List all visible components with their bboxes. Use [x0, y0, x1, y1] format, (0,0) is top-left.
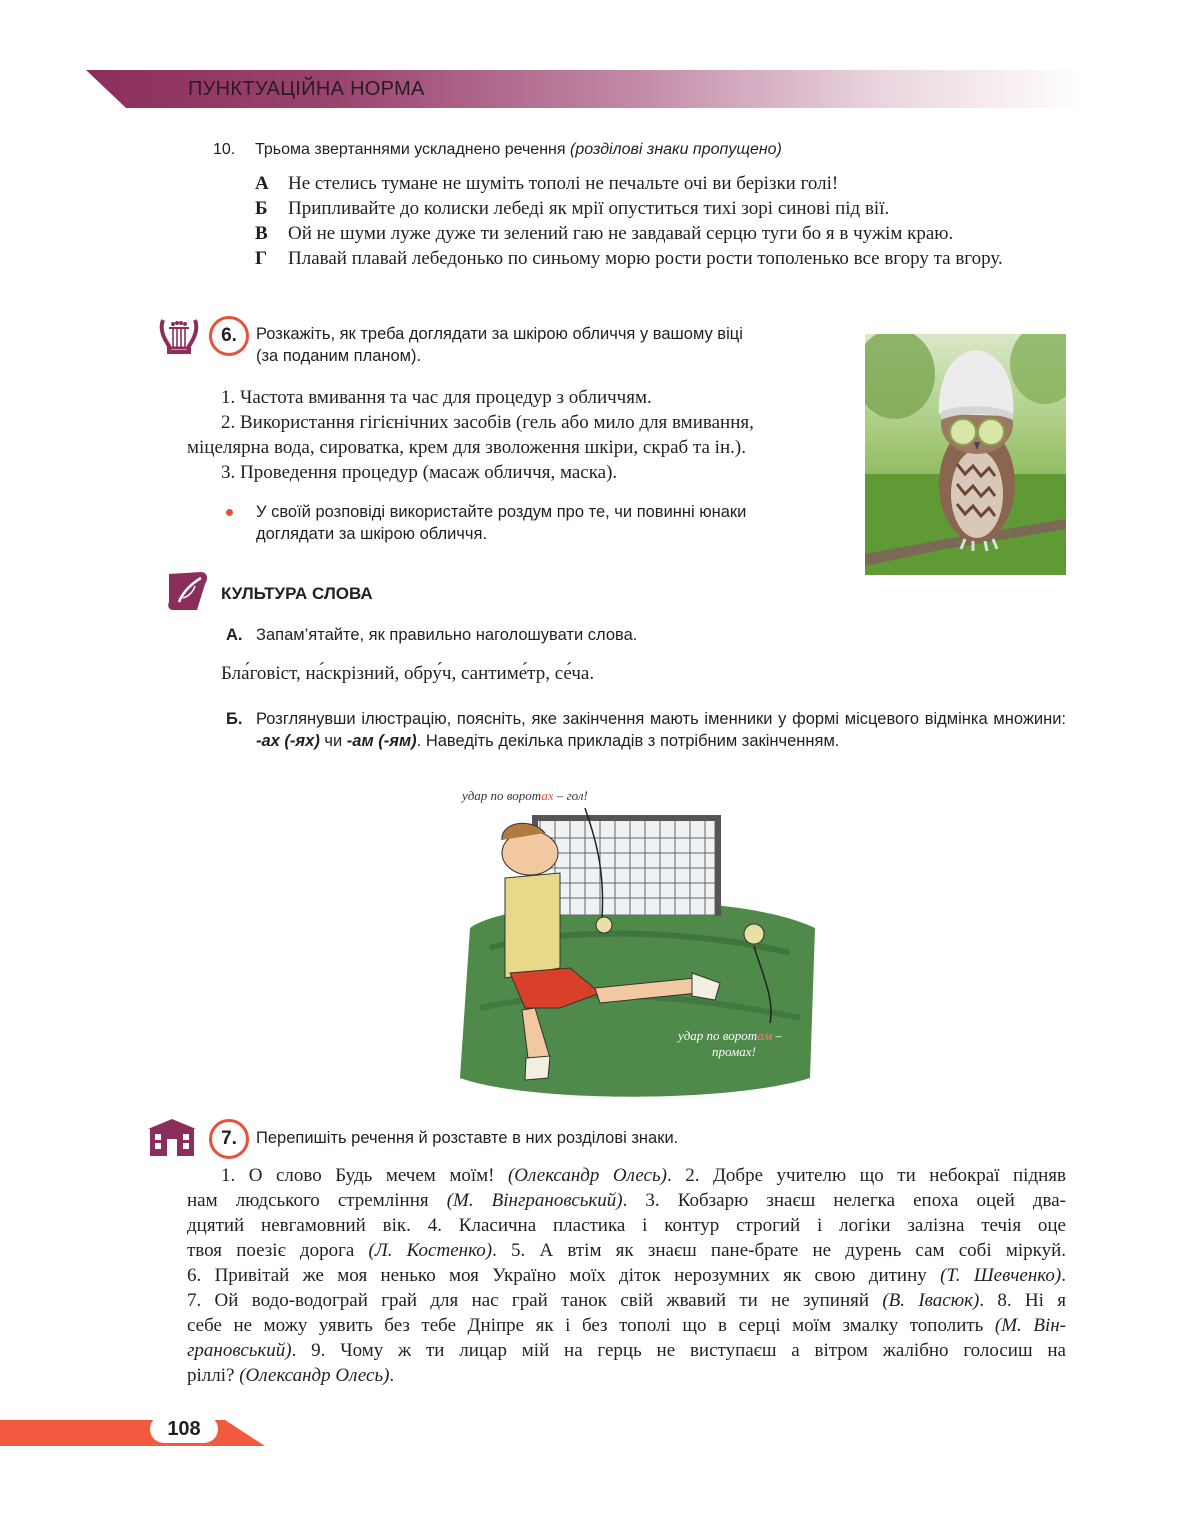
caption-bottom-post: –: [772, 1028, 782, 1043]
citation: (Л. Костенко): [368, 1240, 493, 1261]
option-text: Ой не шуми луже дуже ти зелений гаю не завдавай серцю туги бо я в чужім краю.: [288, 223, 954, 244]
sentence-text: . 3. Кобзарю знаєш нелегка епоха оцей два-: [622, 1190, 1066, 1211]
task-6-bullet-line2: доглядати за шкірою обличчя.: [256, 525, 488, 543]
plan-item-2-cont: міцелярна вода, сироватка, крем для зволоження шкіри, скраб та ін.).: [187, 437, 746, 458]
svg-text:удар по воротам –: [676, 1028, 782, 1043]
sentence-text: 1. О слово Будь мечем моїм!: [221, 1165, 508, 1186]
option-text: Не стелись тумане не шуміть тополі не печальте очі ви берізки голі!: [288, 173, 839, 194]
sentence-text: 6. Привітай же моя ненько моя Україно моїх діток нерозумних як свою дитину: [187, 1265, 941, 1286]
citation: (М. Він-: [994, 1315, 1066, 1336]
sentence-text: ріллі?: [187, 1365, 240, 1386]
citation: (Т. Шевченко): [940, 1265, 1062, 1286]
question-number: 10.: [213, 141, 236, 158]
sentence-text: дцятий невгамовний вік. 4. Класична пластика і контур строгий і логіки залізна течія оце: [187, 1215, 1066, 1236]
task-7-number: 7.: [209, 1119, 249, 1159]
caption-bottom-line2: промах!: [712, 1044, 756, 1059]
task-7-line: [187, 1338, 1066, 1363]
sentence-text: себе не можу уявить без тебе Дніпре як і без тополі що в серці моїм змалку тополить: [187, 1315, 995, 1336]
option-letter: Г: [255, 248, 268, 269]
caption-top-accent: ах: [541, 788, 554, 803]
option-letter: В: [255, 223, 268, 244]
sentence-text: твоя поезіє дорога: [187, 1240, 369, 1261]
house-icon: [146, 1117, 198, 1157]
task-6-number: 6.: [209, 316, 249, 356]
task-7-line: [187, 1238, 1066, 1263]
caption-top-post: – гол!: [553, 788, 588, 803]
option-text: Припливайте до колиски лебеді як мрії опуститься тихі зорі синові під вії.: [288, 198, 890, 219]
owl-photo: [865, 334, 1066, 575]
subtask-b-label: Б.: [226, 710, 243, 728]
task-6-bullet: [256, 501, 856, 545]
question-prompt-note: (розділові знаки пропущено): [570, 141, 782, 158]
footer-bar: [0, 1420, 265, 1446]
option-letter: А: [255, 173, 269, 194]
page-number: 108: [150, 1415, 218, 1443]
citation: (Олександр Олесь): [239, 1365, 390, 1386]
subtask-b-text-3: . Наведіть декілька прикладів з потрібним закінченням.: [416, 732, 840, 750]
page-title: ПУНКТУАЦІЙНА НОРМА: [188, 78, 425, 100]
lyre-icon: [157, 316, 201, 356]
football-illustration: [430, 778, 830, 1100]
citation: (М. Вінграновський): [446, 1190, 623, 1211]
task-7-line: [187, 1213, 1066, 1238]
caption-bottom-accent: ам: [757, 1028, 773, 1043]
task-7-line: [187, 1263, 1066, 1288]
sentence-text: . 2. Добре учителю що ти небокраї підняв: [666, 1165, 1066, 1186]
subtask-a-label: А.: [226, 626, 243, 644]
subtask-b-text-2: чи: [319, 732, 347, 750]
task-7-line: [187, 1288, 1066, 1313]
plan-item-1: 1. Частота вмивання та час для процедур з обличчям.: [221, 387, 652, 408]
citation: грановський): [187, 1340, 292, 1361]
svg-text:удар по воротах – гол!: [460, 788, 588, 803]
question-prompt: [255, 141, 782, 159]
ending-ah: -ах (-ях): [256, 732, 320, 750]
bullet-dot: [226, 509, 233, 516]
task-7-line: [187, 1188, 1066, 1213]
sentence-text: .: [1061, 1265, 1067, 1286]
citation: (Олександр Олесь): [507, 1165, 667, 1186]
task-7-prompt: Перепишіть речення й розставте в них розділові знаки.: [256, 1129, 679, 1147]
plan-item-2: 2. Використання гігієнічних засобів (гель або мило для вмивання,: [221, 412, 754, 433]
task-6-prompt-line2: (за поданим планом).: [256, 347, 422, 365]
subtask-a-text: Запам’ятайте, як правильно наголошувати слова.: [256, 626, 638, 644]
culture-heading: КУЛЬТУРА СЛОВА: [221, 584, 373, 603]
task-7-line: [187, 1363, 1066, 1388]
citation: (В. Івасюк): [882, 1290, 980, 1311]
sentence-text: 7. Ой водо-водограй грай для нас грай танок свій жвавий ти не зупиняй: [187, 1290, 883, 1311]
caption-top-pre: удар по ворот: [462, 788, 542, 803]
plan-item-3: 3. Проведення процедур (масаж обличчя, маска).: [221, 462, 618, 483]
task-7-line: [187, 1163, 1066, 1188]
subtask-b-text: [256, 708, 1066, 752]
option-letter: Б: [255, 198, 268, 219]
task-6-prompt: [256, 323, 856, 367]
ending-am: -ам (-ям): [346, 732, 417, 750]
task-6-prompt-line1: Розкажіть, як треба доглядати за шкірою обличчя у вашому віці: [256, 325, 743, 343]
task-7-line: [187, 1313, 1066, 1338]
subtask-b-text-1: Розглянувши ілюстрацію, поясніть, яке закінчення мають іменники у формі місцевого відмінка множини:: [256, 710, 1066, 728]
task-6-bullet-line1: У своїй розповіді використайте роздум про те, чи повинні юнаки: [256, 503, 747, 521]
sentence-text: .: [389, 1365, 395, 1386]
sentence-text: . 8. Ні я: [979, 1290, 1066, 1311]
feather-quill-icon: [165, 570, 211, 614]
caption-bottom-pre: удар по ворот: [678, 1028, 758, 1043]
task-7-sentences: [187, 1163, 1066, 1388]
sentence-text: . 9. Чому ж ти лицар мій на герць не виступаєш а вітром жалібно голосиш на: [291, 1340, 1066, 1361]
stress-words: Бла́говіст, на́скрізний, обру́ч, сантиме́тр, се́ча.: [221, 663, 595, 684]
question-prompt-text: Трьома звертаннями ускладнено речення: [255, 141, 566, 158]
sentence-text: нам людського стремління: [187, 1190, 447, 1211]
sentence-text: . 5. А втім як знаєш пане-брате не дурень сам собі міркуй.: [492, 1240, 1067, 1261]
option-text: Плавай плавай лебедонько по синьому морю рости рости тополенько все вгору та вгору.: [288, 248, 1003, 269]
